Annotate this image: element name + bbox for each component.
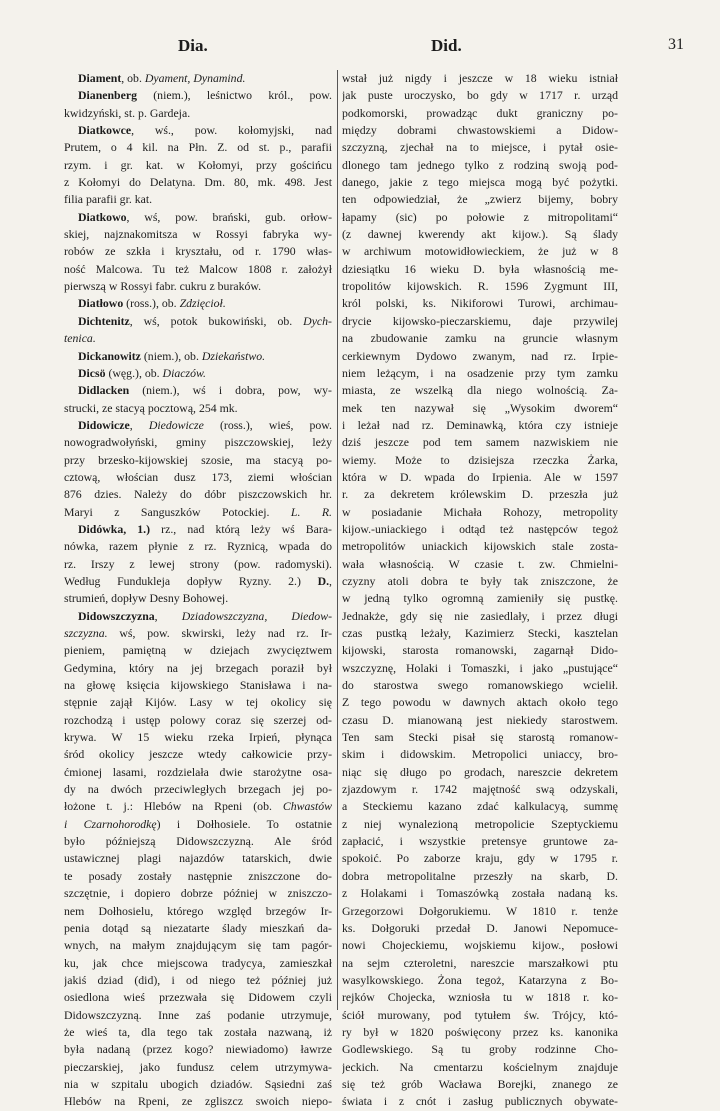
body-text: w jedną tylko ogromną zamieniły się pustkę. xyxy=(342,591,618,606)
body-text: ten odpowiedział, że „zwierz bijemy, bobry xyxy=(342,192,618,207)
body-text: szczyzną, zjechał na to miejsce, i pytał osie- xyxy=(342,140,618,155)
entry-headword: Dianenberg xyxy=(78,88,137,103)
text-line xyxy=(342,365,618,382)
body-text: kijow.-uniackiego i odtąd też następców tegoż xyxy=(342,521,618,536)
body-text: łapamy (sic) po połowie z mitropolitami“ xyxy=(342,209,618,224)
body-text: cztową, włościan dusz 173, ziemi włościan xyxy=(64,469,332,484)
text-line xyxy=(64,417,332,434)
body-text: nowogradwołyński, gminy piszczowskiej, leży xyxy=(64,435,332,450)
text-line xyxy=(64,677,332,694)
text-line xyxy=(342,174,618,191)
entry-headword: Didlacken xyxy=(78,383,130,398)
body-text: wstał już nigdy i jeszcze w 18 wieku istniał xyxy=(342,71,618,85)
body-text: czyzny atoli dobra te były tak zniszczone, że xyxy=(342,573,618,588)
text-line xyxy=(64,816,332,833)
body-text: (z dawnej kwerendy akt kijow.). Są ślady xyxy=(342,227,618,242)
italic-text: L. R. xyxy=(290,504,332,519)
text-line xyxy=(64,469,332,486)
body-text: , xyxy=(329,573,332,588)
text-line xyxy=(64,538,332,555)
text-line xyxy=(342,556,618,573)
body-text: (ross.), ob. xyxy=(123,296,180,311)
left-text-column xyxy=(64,70,332,1111)
body-text: , wś., pow. kołomyjski, nad xyxy=(131,123,332,138)
body-text: ku, jak chce miejscowa tradycya, zamieszkał xyxy=(64,955,332,970)
text-line xyxy=(64,452,332,469)
text-line xyxy=(342,937,618,954)
text-line xyxy=(342,1076,618,1093)
text-line xyxy=(64,261,332,278)
text-line xyxy=(342,833,618,850)
body-text: mek ten nazywał się „Wysokim dworem“ xyxy=(342,400,618,415)
text-line xyxy=(64,434,332,451)
body-text: dobra metropolitalne przeszły na skarb, D. xyxy=(342,868,618,883)
body-text: r. za dekretem królewskim D. przeszła już xyxy=(342,487,618,502)
text-line xyxy=(342,868,618,885)
text-line xyxy=(342,764,618,781)
body-text: jak puste uroczysko, bo gdy w 1717 r. urząd xyxy=(342,88,618,103)
text-line xyxy=(342,625,618,642)
body-text: a Steckiemu kazano zdać kalkulacyą, summę xyxy=(342,799,618,814)
text-line xyxy=(342,105,618,122)
text-line xyxy=(64,1041,332,1058)
text-line xyxy=(64,729,332,746)
body-text: Według Fundukleja dopływ Ryzny. 2.) xyxy=(64,573,318,588)
text-line xyxy=(342,521,618,538)
body-text: król polski, ks. Nikiforowi Turowi, archimau- xyxy=(342,296,618,311)
text-line xyxy=(64,746,332,763)
body-text: te posady zostały następnie zniszczone do- xyxy=(64,868,332,883)
body-text: Z tego powodu w dawnych aktach około tego xyxy=(342,695,618,710)
body-text: dy na dwóch przeciwległych brzegach jej po- xyxy=(64,782,332,797)
entry-headword: Diament xyxy=(78,71,122,85)
text-line xyxy=(64,400,332,417)
text-line xyxy=(342,590,618,607)
text-line xyxy=(64,608,332,625)
text-line xyxy=(342,798,618,815)
text-line xyxy=(342,746,618,763)
text-line xyxy=(342,139,618,156)
body-text: Ten sam Stecki pisał się starostą romanow- xyxy=(342,730,618,745)
text-line xyxy=(342,903,618,920)
text-line xyxy=(64,504,332,521)
text-line xyxy=(342,243,618,260)
entry-headword: Didowicze xyxy=(78,417,130,432)
body-text: cerkiewnym Dydowo zwanym, nad rz. Irpie- xyxy=(342,348,618,363)
body-text: metropolitów uniackich kijowskich stale zosta- xyxy=(342,539,618,554)
body-text: tropolitów kijowskich. R. 1596 Zygmunt III, xyxy=(342,279,618,294)
body-text: do starostwa swego romanowskiego wcielił. xyxy=(342,678,618,693)
body-text: w posiadanie Michała Rohozy, metropolity xyxy=(342,504,618,519)
text-line xyxy=(342,382,618,399)
text-line xyxy=(64,1093,332,1110)
entry-headword: Dickanowitz xyxy=(78,348,141,363)
body-text: w archiwum motowidłowieckiem, że już w 8 xyxy=(342,244,618,259)
entry-headword: Didowszczyzna xyxy=(78,608,155,623)
entry-headword: Diatkowo xyxy=(78,209,127,224)
text-line xyxy=(64,313,332,330)
italic-text: i Czarnohorodkę xyxy=(64,816,157,831)
body-text: ność Malcowa. Tu też Malcow 1808 r. założył xyxy=(64,261,332,276)
body-text: nówka, razem płynie z rz. Ryznicą, wpada do xyxy=(64,539,332,554)
text-line xyxy=(64,521,332,538)
body-text: , xyxy=(129,417,149,432)
text-line xyxy=(64,1076,332,1093)
body-text: drycie kijowsko-pieczarskiemu, daje przywilej xyxy=(342,313,618,328)
right-text-column xyxy=(342,70,618,1111)
text-line xyxy=(64,295,332,312)
header-left-guide-word: Dia. xyxy=(178,36,208,55)
body-text: i leżał nad rz. Deminawką, która czy istnieje xyxy=(342,417,618,432)
text-line xyxy=(342,781,618,798)
text-line xyxy=(64,105,332,122)
text-line xyxy=(64,191,332,208)
text-line xyxy=(64,278,332,295)
body-text: ks. Dołgoruki przedał D. Janowi Nepomuce- xyxy=(342,920,618,935)
text-line xyxy=(342,573,618,590)
text-line xyxy=(64,885,332,902)
body-text: ustawicznej plagi najazdów tatarskich, dwie xyxy=(64,851,332,866)
text-line xyxy=(64,122,332,139)
body-text: między dobrami chwastowskiemi a Didow- xyxy=(342,123,618,138)
text-line xyxy=(64,920,332,937)
body-text: na sejm czteroletni, nareszcie marszałkowi ptu xyxy=(342,955,618,970)
column-divider xyxy=(337,70,338,1010)
text-line xyxy=(64,556,332,573)
italic-text: Dziekaństwo. xyxy=(201,348,266,363)
body-text: skiej, najznakomitsza w Rossyi fabryka wy- xyxy=(64,227,332,242)
body-text: , wś, pow. brański, gub. orłow- xyxy=(126,209,332,224)
text-line xyxy=(64,226,332,243)
text-line xyxy=(342,989,618,1006)
body-text: pieczarskiej, jako fundusz celem utrzymywa- xyxy=(64,1059,332,1074)
italic-text: Zdzięcioł. xyxy=(179,296,226,311)
text-line xyxy=(342,677,618,694)
body-text: podkomorski, prowadząc dukt graniczny po- xyxy=(342,105,618,120)
text-line xyxy=(342,157,618,174)
body-text: łożone t. j.: Hlebów na Rpeni (ob. xyxy=(64,799,283,814)
body-text: (niem.), leśnictwo król., pow. xyxy=(137,88,332,103)
text-line xyxy=(342,608,618,625)
text-line xyxy=(342,313,618,330)
body-text: (węg.), ob. xyxy=(105,365,163,380)
body-text: (niem.), ob. xyxy=(140,348,202,363)
body-text: jakiś dziad (did), i od niego też później już xyxy=(64,972,332,987)
body-text: śród okolicy jeszcze wtedy całkowicie przy- xyxy=(64,747,332,762)
body-text: rejków Chojecka, wzniosła tu w 1818 r. ko- xyxy=(342,990,618,1005)
body-text: wnych, na małym znajdującym się tam pagór- xyxy=(64,938,332,953)
body-text: pierwszą w Rossyi fabr. cukru z buraków. xyxy=(64,279,262,294)
body-text: dlonego tam jednego tylko z rodziną swoją pod- xyxy=(342,157,618,172)
text-line xyxy=(64,486,332,503)
body-text: skim i didowskim. Metropolici uniaccy, bro- xyxy=(342,747,618,762)
text-line xyxy=(64,660,332,677)
text-line xyxy=(64,1007,332,1024)
text-line xyxy=(64,1024,332,1041)
text-line xyxy=(64,625,332,642)
entry-headword: D. xyxy=(317,573,330,588)
entry-headword: Dicsö xyxy=(78,365,106,380)
text-line xyxy=(64,798,332,815)
body-text: 876 dzies. Należy do dóbr piszczowskich hr. xyxy=(64,487,332,502)
text-line xyxy=(342,122,618,139)
entry-headword: Diatkowce xyxy=(78,123,132,138)
text-line xyxy=(342,278,618,295)
text-line xyxy=(342,850,618,867)
text-line xyxy=(342,1093,618,1110)
text-line xyxy=(342,972,618,989)
text-line xyxy=(342,452,618,469)
body-text: Didowszczyzną. Inne zaś podanie utrzymuje, xyxy=(64,1007,332,1022)
body-text: czas pustką leżały, Kazimierz Stecki, kasztelan xyxy=(342,626,618,640)
text-line xyxy=(342,434,618,451)
text-line xyxy=(64,781,332,798)
text-line xyxy=(64,157,332,174)
body-text: nia w szpitalu ubogich dziadów. Sąsiedni zaś xyxy=(64,1076,332,1091)
entry-headword: Didówka, 1.) xyxy=(78,521,151,536)
text-line xyxy=(342,729,618,746)
text-line xyxy=(342,642,618,659)
text-line xyxy=(64,764,332,781)
entry-headword: Dichtenitz xyxy=(78,313,130,328)
body-text: zapłacić, i wszystkie pretensye gruntowe za- xyxy=(342,834,618,849)
italic-text: Dych- xyxy=(303,313,332,328)
text-line xyxy=(342,295,618,312)
text-line xyxy=(342,920,618,937)
text-line xyxy=(64,87,332,104)
body-text: kijowski, starosta romanowski, zagarnął Dido- xyxy=(342,643,618,658)
body-text: dziś jeszcze pod tem samem nazwiskiem nie xyxy=(342,435,618,450)
text-line xyxy=(64,365,332,382)
text-line xyxy=(342,191,618,208)
text-line xyxy=(64,972,332,989)
body-text: było późniejszą Didowszczyzną. Ale śród xyxy=(64,834,332,849)
body-text: Gedymina, który na jej brzegach poraził był xyxy=(64,660,332,675)
text-line xyxy=(64,712,332,729)
body-text: ćmionej lasami, rozdzielała dwie starożytne osa- xyxy=(64,764,332,779)
body-text: rz. Irszy z lewej strony (pow. radomyski). xyxy=(64,556,332,571)
body-text: kwidzyński, st. p. Gardeja. xyxy=(64,105,191,120)
body-text: osiedlona wieś przezwała się Didowem czyli xyxy=(64,990,332,1005)
body-text: wszczyznę, Holaki i Tomaszki, i jako „pustujące“ xyxy=(342,660,618,675)
text-line xyxy=(64,573,332,590)
body-text: (niem.), wś i dobra, pow, wy- xyxy=(129,383,332,398)
text-line xyxy=(64,590,332,607)
body-text: spokoić. Po zaborze kraju, gdy w 1795 r. xyxy=(342,851,618,866)
body-text: Prutem, o 4 kil. na Płn. Z. od st. p., parafii xyxy=(64,140,332,155)
body-text: Grzegorzowi Dołgorukiemu. W 1810 r. tenże xyxy=(342,903,618,918)
text-line xyxy=(342,712,618,729)
text-line xyxy=(342,87,618,104)
body-text: wała własnością. W czasie t. zw. Chmielni- xyxy=(342,556,618,571)
text-line xyxy=(342,538,618,555)
running-header xyxy=(62,28,684,55)
body-text: strucki, ze stacyą pocztową, 254 mk. xyxy=(64,400,238,415)
text-line xyxy=(342,1041,618,1058)
text-line xyxy=(342,1007,618,1024)
text-line xyxy=(64,174,332,191)
body-text: (ross.), wieś, pow. xyxy=(203,417,332,432)
page-number: 31 xyxy=(668,36,684,53)
body-text: zjazdowym r. 1742 majętność swą odzyskali, xyxy=(342,782,618,797)
text-line xyxy=(342,694,618,711)
text-line xyxy=(64,139,332,156)
body-text: nem Dołhosielu, którego względ brzegów Ir- xyxy=(64,903,332,918)
text-line xyxy=(64,330,332,347)
body-text: się też grób Wacława Borejki, znanego ze xyxy=(342,1076,618,1091)
text-line xyxy=(64,348,332,365)
body-text: rzym. i gr. kat. w Kołomyi, przy gościńcu xyxy=(64,157,332,172)
text-line xyxy=(342,885,618,902)
body-text: że wieś ta, dla tego tak została nazwaną, iż xyxy=(64,1024,332,1039)
body-text: niem leżącym, i na osadzenie przy tym zamku xyxy=(342,365,618,380)
text-line xyxy=(342,816,618,833)
body-text: danego, jakie z tego miejsca mogą być pożytki. xyxy=(342,175,618,190)
italic-text: Dyament, Dynamind. xyxy=(144,71,246,85)
body-text: która w D. wpada do Irpienia. Ale w 1597 xyxy=(342,469,618,484)
text-line xyxy=(342,1059,618,1076)
text-line xyxy=(64,1059,332,1076)
text-line xyxy=(64,850,332,867)
body-text: ściół murowany, pod tytułem św. Trójcy, któ- xyxy=(342,1007,618,1022)
text-line xyxy=(342,469,618,486)
body-text: , ob. xyxy=(121,71,145,85)
body-text: wasylkowskiego. Żona tegoż, Katarzyna z Bo- xyxy=(342,972,618,987)
body-text: z Kołomyi do Delatyna. Dm. 80, mk. 498. Jest xyxy=(64,175,332,190)
italic-text: Dziadowszczyzna, Diedow- xyxy=(181,608,332,623)
italic-text: tenica. xyxy=(64,331,96,346)
text-line xyxy=(64,937,332,954)
body-text: rozchodzą i ustęp polowy coraz się szerzej od- xyxy=(64,712,332,727)
body-text: pieniem, pamiętną w dziejach zwycięztwem xyxy=(64,643,332,658)
text-line xyxy=(64,868,332,885)
text-line xyxy=(64,694,332,711)
body-text: na głowę księcia kijowskiego Stanisława i na- xyxy=(64,678,332,693)
text-line xyxy=(342,504,618,521)
body-text: czasu D. mianowaną jest niekiedy starostwem. xyxy=(342,712,618,727)
text-line xyxy=(342,261,618,278)
body-text: z niej wynalezioną metropolicie Szeptyckiemu xyxy=(342,816,618,831)
body-text: z Holakami i Tomaszówką została nadaną ks. xyxy=(342,886,618,901)
text-line xyxy=(342,486,618,503)
body-text: penia dotąd są niezatarte ślady mieszkań da- xyxy=(64,920,332,935)
body-text: filia parafii gr. kat. xyxy=(64,192,153,207)
body-text: , xyxy=(154,608,182,623)
body-text: stępnie zajął Kijów. Lasy w tej okolicy się xyxy=(64,695,332,710)
body-text: nowi Chojeckiemu, wojskiemu kijow., posłowi xyxy=(342,938,618,953)
text-line xyxy=(64,642,332,659)
body-text: jeckich. Na cmentarzu kościelnym znajduje xyxy=(342,1059,618,1074)
italic-text: Chwastów xyxy=(282,799,332,814)
text-line xyxy=(342,400,618,417)
entry-headword: Diatłowo xyxy=(78,296,124,311)
body-text: ry był w 1820 poświęcony przez ks. kanonika xyxy=(342,1024,618,1039)
body-text: , wś, potok bukowiński, ob. xyxy=(129,313,304,328)
text-line xyxy=(64,989,332,1006)
text-line xyxy=(64,833,332,850)
text-line xyxy=(342,226,618,243)
body-text: ) i Dołhosiele. To ostatnie xyxy=(156,816,332,831)
body-text: dziesiątku 16 wieku D. była własnością me- xyxy=(342,261,618,276)
text-line xyxy=(64,243,332,260)
body-text: była nadaną (przez kogo? niewiadomo) ławrze xyxy=(64,1042,332,1057)
text-line xyxy=(342,70,618,87)
header-center-guide-word: Did. xyxy=(431,36,462,55)
body-text: rz., nad którą leży wś Bara- xyxy=(150,521,332,536)
text-line xyxy=(64,955,332,972)
text-line xyxy=(64,209,332,226)
body-text: Jednakże, gdy się nie zasiedlały, i przez długi xyxy=(342,608,618,623)
text-line xyxy=(64,903,332,920)
body-text: Godlewskiego. Są tu groby rodzinne Cho- xyxy=(342,1042,618,1057)
text-line xyxy=(342,330,618,347)
body-text: niąc się długo po grodach, nareszcie dekretem xyxy=(342,764,618,779)
body-text: wiemy. Może to dzisiejsza rzeczka Żarka, xyxy=(342,452,618,467)
body-text: Hlebów na Rpeni, ze zgliszcz swoich niepo- xyxy=(64,1094,332,1109)
body-text: na zbudowanie zamku na gruncie własnym xyxy=(342,331,618,346)
body-text: szczętnie, i dopiero dobrze później w zniszczo- xyxy=(64,886,332,901)
body-text: świata i z cnót i zasług publicznych obywate- xyxy=(342,1094,618,1109)
italic-text: Diedowicze xyxy=(148,417,204,432)
body-text: wś, pow. skwirski, leży nad rz. Ir- xyxy=(107,626,332,640)
body-text: robów ze szkła i kryształu, od r. 1790 włas- xyxy=(64,244,332,259)
body-text: Maryi z Sanguszków Potockiej. xyxy=(64,504,291,519)
text-line xyxy=(64,382,332,399)
text-line xyxy=(342,660,618,677)
text-line xyxy=(342,209,618,226)
body-text: krywa. W 15 wieku rzeka Irpień, płynąca xyxy=(64,730,332,745)
italic-text: Diaczów. xyxy=(162,365,206,380)
body-text: miasta, ze wszelką dla niego wolnością. Za- xyxy=(342,383,618,398)
body-text: przy brzesko-kijowskiej szosie, ma stacyą po- xyxy=(64,452,332,467)
text-line xyxy=(342,348,618,365)
text-line xyxy=(342,1024,618,1041)
italic-text: szczyzna. xyxy=(64,626,108,640)
text-line xyxy=(64,70,332,87)
body-text: strumień, dopływ Desny Bohowej. xyxy=(64,591,229,606)
text-line xyxy=(342,955,618,972)
text-line xyxy=(342,417,618,434)
